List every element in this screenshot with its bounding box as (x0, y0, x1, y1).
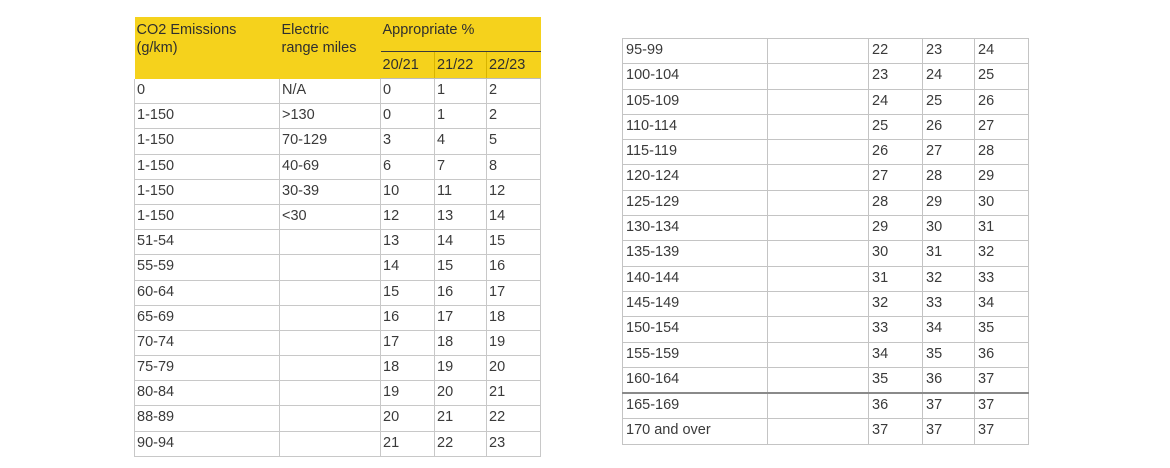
range-cell: <30 (280, 204, 381, 229)
range-header-line2: range miles (281, 40, 357, 56)
pct-2223-cell: 23 (487, 431, 541, 456)
pct-2021-cell: 6 (381, 154, 435, 179)
electric-range-header (280, 17, 381, 79)
pct-2021-cell: 26 (869, 140, 923, 165)
co2-cell: 130-134 (623, 216, 768, 241)
pct-2223-cell: 36 (975, 342, 1029, 367)
range-cell (768, 291, 869, 316)
right-table-row (623, 114, 1029, 139)
co2-cell: 135-139 (623, 241, 768, 266)
right-table-row (623, 140, 1029, 165)
pct-2122-cell: 14 (435, 230, 487, 255)
left-table-row (135, 305, 541, 330)
co2-cell: 75-79 (135, 356, 280, 381)
co2-cell: 150-154 (623, 317, 768, 342)
co2-cell: 115-119 (623, 140, 768, 165)
range-cell (280, 305, 381, 330)
pct-2223-cell: 14 (487, 204, 541, 229)
pct-2021-cell: 10 (381, 179, 435, 204)
range-cell: N/A (280, 79, 381, 104)
co2-emissions-header (135, 17, 280, 79)
left-table-row (135, 330, 541, 355)
pct-2021-cell: 32 (869, 291, 923, 316)
pct-2021-cell: 27 (869, 165, 923, 190)
pct-2223-cell: 37 (975, 419, 1029, 444)
right-table-row (623, 64, 1029, 89)
co2-cell: 1-150 (135, 129, 280, 154)
pct-2223-cell: 22 (487, 406, 541, 431)
range-cell: 70-129 (280, 129, 381, 154)
range-cell: 40-69 (280, 154, 381, 179)
co2-cell: 105-109 (623, 89, 768, 114)
pct-2122-cell: 19 (435, 356, 487, 381)
right-table-row (623, 266, 1029, 291)
co2-cell: 95-99 (623, 39, 768, 64)
co2-cell: 120-124 (623, 165, 768, 190)
range-cell (768, 241, 869, 266)
co2-cell: 55-59 (135, 255, 280, 280)
pct-2021-cell: 29 (869, 216, 923, 241)
co2-cell: 1-150 (135, 154, 280, 179)
right-table-row (623, 367, 1029, 393)
pct-2021-cell: 33 (869, 317, 923, 342)
header-row (135, 17, 541, 52)
right-table-row (623, 342, 1029, 367)
co2-cell: 1-150 (135, 179, 280, 204)
pct-2122-cell: 28 (923, 165, 975, 190)
year-header-2223: 22/23 (487, 52, 541, 79)
pct-2021-cell: 35 (869, 367, 923, 393)
co2-cell: 155-159 (623, 342, 768, 367)
pct-2021-cell: 16 (381, 305, 435, 330)
pct-2223-cell: 2 (487, 104, 541, 129)
pct-2223-cell: 16 (487, 255, 541, 280)
co2-header-line1: CO2 Emissions (136, 22, 237, 38)
pct-2021-cell: 25 (869, 114, 923, 139)
right-table-row (623, 241, 1029, 266)
pct-2223-cell: 31 (975, 216, 1029, 241)
pct-2021-cell: 15 (381, 280, 435, 305)
pct-2223-cell: 35 (975, 317, 1029, 342)
pct-2223-cell: 27 (975, 114, 1029, 139)
left-table-row (135, 356, 541, 381)
range-cell (768, 367, 869, 393)
range-cell (280, 230, 381, 255)
pct-2122-cell: 29 (923, 190, 975, 215)
pct-2021-cell: 28 (869, 190, 923, 215)
pct-2122-cell: 23 (923, 39, 975, 64)
left-table-row (135, 255, 541, 280)
pct-2122-cell: 4 (435, 129, 487, 154)
pct-2021-cell: 30 (869, 241, 923, 266)
pct-2021-cell: 19 (381, 381, 435, 406)
pct-2122-cell: 16 (435, 280, 487, 305)
pct-2122-cell: 13 (435, 204, 487, 229)
pct-2122-cell: 17 (435, 305, 487, 330)
left-table-row (135, 79, 541, 104)
left-table-body (135, 79, 541, 457)
pct-2223-cell: 37 (975, 393, 1029, 419)
range-cell (280, 330, 381, 355)
co2-cell: 88-89 (135, 406, 280, 431)
pct-2122-cell: 35 (923, 342, 975, 367)
pct-2021-cell: 0 (381, 104, 435, 129)
co2-cell: 90-94 (135, 431, 280, 456)
pct-2122-cell: 22 (435, 431, 487, 456)
range-cell (768, 317, 869, 342)
left-table-row (135, 230, 541, 255)
co2-cell: 170 and over (623, 419, 768, 444)
range-cell (280, 255, 381, 280)
pct-2122-cell: 25 (923, 89, 975, 114)
pct-2223-cell: 34 (975, 291, 1029, 316)
co2-cell: 140-144 (623, 266, 768, 291)
range-cell (768, 393, 869, 419)
co2-cell: 100-104 (623, 64, 768, 89)
year-header-2021: 20/21 (381, 52, 435, 79)
pct-2122-cell: 21 (435, 406, 487, 431)
co2-header-line2: (g/km) (136, 40, 178, 56)
left-table-row (135, 280, 541, 305)
left-table-row (135, 154, 541, 179)
range-cell (768, 114, 869, 139)
left-table-row (135, 431, 541, 456)
range-cell (768, 266, 869, 291)
co2-cell: 65-69 (135, 305, 280, 330)
pct-2021-cell: 13 (381, 230, 435, 255)
right-table-row (623, 89, 1029, 114)
range-cell (768, 190, 869, 215)
range-cell: 30-39 (280, 179, 381, 204)
range-cell (280, 381, 381, 406)
pct-2021-cell: 0 (381, 79, 435, 104)
left-table-row (135, 204, 541, 229)
right-table-row (623, 190, 1029, 215)
left-table-row (135, 129, 541, 154)
pct-2021-cell: 3 (381, 129, 435, 154)
right-table-row (623, 216, 1029, 241)
range-cell (768, 140, 869, 165)
pct-2021-cell: 20 (381, 406, 435, 431)
co2-cell: 1-150 (135, 104, 280, 129)
pct-2021-cell: 12 (381, 204, 435, 229)
pct-2223-cell: 26 (975, 89, 1029, 114)
co2-cell: 0 (135, 79, 280, 104)
left-table-row (135, 381, 541, 406)
right-table (622, 38, 1029, 445)
pct-2223-cell: 21 (487, 381, 541, 406)
co2-cell: 125-129 (623, 190, 768, 215)
range-cell (768, 89, 869, 114)
pct-2021-cell: 18 (381, 356, 435, 381)
left-table-row (135, 104, 541, 129)
right-table-row (623, 165, 1029, 190)
pct-2223-cell: 37 (975, 367, 1029, 393)
pct-2223-cell: 28 (975, 140, 1029, 165)
range-cell (280, 356, 381, 381)
pct-2021-cell: 14 (381, 255, 435, 280)
pct-2223-cell: 32 (975, 241, 1029, 266)
right-table-row (623, 291, 1029, 316)
range-cell (280, 280, 381, 305)
range-cell (768, 419, 869, 444)
range-header-line1: Electric (281, 22, 330, 38)
co2-cell: 110-114 (623, 114, 768, 139)
pct-2122-cell: 24 (923, 64, 975, 89)
co2-cell: 51-54 (135, 230, 280, 255)
pct-2021-cell: 21 (381, 431, 435, 456)
pct-2223-cell: 29 (975, 165, 1029, 190)
pct-2223-cell: 8 (487, 154, 541, 179)
year-header-2122: 21/22 (435, 52, 487, 79)
range-cell (280, 406, 381, 431)
pct-2223-cell: 12 (487, 179, 541, 204)
co2-cell: 1-150 (135, 204, 280, 229)
range-cell: >130 (280, 104, 381, 129)
pct-2122-cell: 15 (435, 255, 487, 280)
pct-2122-cell: 34 (923, 317, 975, 342)
pct-2021-cell: 34 (869, 342, 923, 367)
range-cell (768, 165, 869, 190)
pct-2122-cell: 20 (435, 381, 487, 406)
pct-2122-cell: 36 (923, 367, 975, 393)
pct-2021-cell: 31 (869, 266, 923, 291)
pct-2223-cell: 17 (487, 280, 541, 305)
pct-2223-cell: 20 (487, 356, 541, 381)
co2-cell: 165-169 (623, 393, 768, 419)
range-cell (768, 39, 869, 64)
co2-cell: 70-74 (135, 330, 280, 355)
pct-2223-cell: 30 (975, 190, 1029, 215)
co2-cell: 80-84 (135, 381, 280, 406)
pct-2223-cell: 18 (487, 305, 541, 330)
pct-2223-cell: 25 (975, 64, 1029, 89)
pct-2122-cell: 1 (435, 79, 487, 104)
pct-2122-cell: 37 (923, 419, 975, 444)
co2-cell: 145-149 (623, 291, 768, 316)
pct-2021-cell: 23 (869, 64, 923, 89)
pct-2021-cell: 24 (869, 89, 923, 114)
pct-2122-cell: 32 (923, 266, 975, 291)
appropriate-percent-header: Appropriate % (381, 17, 541, 52)
right-table-row (623, 39, 1029, 64)
pct-2122-cell: 27 (923, 140, 975, 165)
pct-2122-cell: 33 (923, 291, 975, 316)
pct-2223-cell: 33 (975, 266, 1029, 291)
co2-cell: 160-164 (623, 367, 768, 393)
pct-2223-cell: 15 (487, 230, 541, 255)
pct-2021-cell: 37 (869, 419, 923, 444)
right-table-body (623, 39, 1029, 445)
pct-2021-cell: 17 (381, 330, 435, 355)
right-table-row (623, 393, 1029, 419)
right-table-row (623, 317, 1029, 342)
pct-2223-cell: 2 (487, 79, 541, 104)
pct-2223-cell: 5 (487, 129, 541, 154)
pct-2122-cell: 11 (435, 179, 487, 204)
pct-2122-cell: 18 (435, 330, 487, 355)
pct-2021-cell: 36 (869, 393, 923, 419)
range-cell (768, 64, 869, 89)
pct-2223-cell: 19 (487, 330, 541, 355)
pct-2021-cell: 22 (869, 39, 923, 64)
pct-2122-cell: 37 (923, 393, 975, 419)
pct-2122-cell: 30 (923, 216, 975, 241)
right-table-row (623, 419, 1029, 444)
pct-2122-cell: 31 (923, 241, 975, 266)
pct-2122-cell: 1 (435, 104, 487, 129)
left-table-row (135, 406, 541, 431)
range-cell (768, 342, 869, 367)
pct-2122-cell: 26 (923, 114, 975, 139)
pct-2122-cell: 7 (435, 154, 487, 179)
pct-2223-cell: 24 (975, 39, 1029, 64)
co2-cell: 60-64 (135, 280, 280, 305)
range-cell (768, 216, 869, 241)
left-table-row (135, 179, 541, 204)
range-cell (280, 431, 381, 456)
left-table (134, 17, 541, 457)
